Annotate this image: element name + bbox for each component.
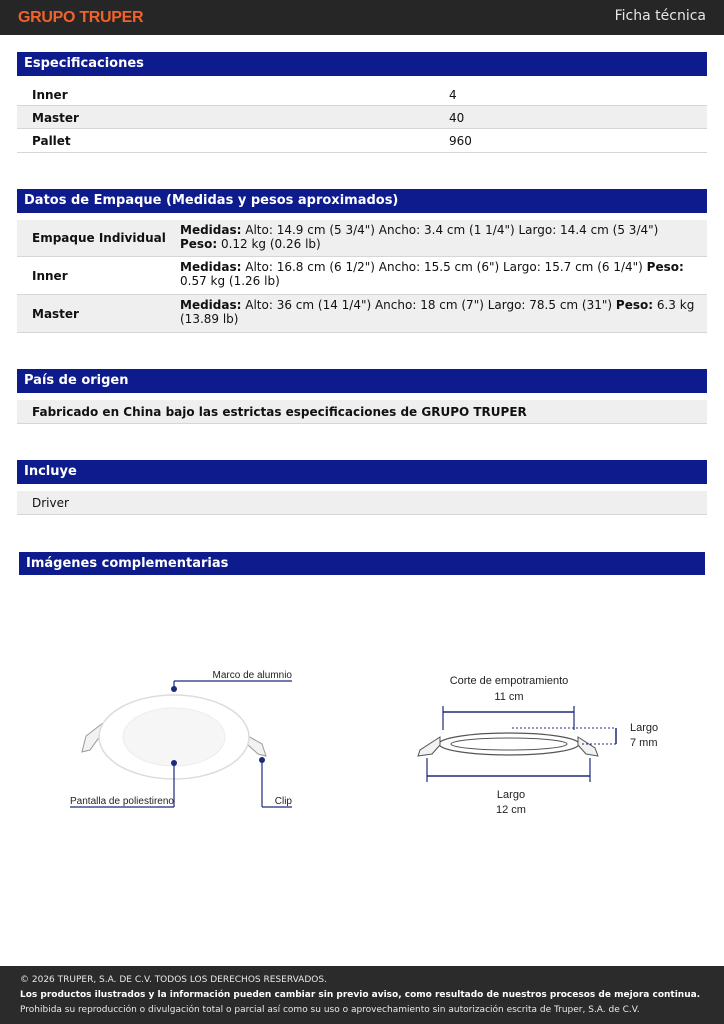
packaging-row-value xyxy=(180,298,695,326)
frame-label: Marco de alumnio xyxy=(212,670,292,681)
measures-value: Alto: 36 cm (14 1/4") Ancho: 18 cm (7") Largo: 78.5 cm (31") xyxy=(245,298,613,312)
packaging-row-value xyxy=(180,260,695,288)
packaging-header: Datos de Empaque (Medidas y pesos aproximados) xyxy=(17,189,707,213)
cutout-value: 11 cm xyxy=(494,691,524,703)
clip-label: Clip xyxy=(274,796,292,807)
height-value: 7 mm xyxy=(630,737,658,749)
footer-notice: Los productos ilustrados y la información pueden cambiar sin previo aviso, como resultado de nuestros procesos de mejora continua. xyxy=(20,990,701,1000)
origin-text: Fabricado en China bajo las estrictas especificaciones de GRUPO TRUPER xyxy=(32,405,527,419)
weight-value: 6.3 kg (13.89 lb) xyxy=(180,298,695,326)
top-bar xyxy=(0,0,724,35)
doc-type-label: Ficha técnica xyxy=(614,8,706,24)
specs-header: Especificaciones xyxy=(17,52,707,76)
specs-row xyxy=(17,83,707,106)
right-clip-shape xyxy=(247,736,266,756)
includes-row xyxy=(17,491,707,515)
packaging-row xyxy=(17,220,707,257)
product-diagrams xyxy=(0,640,724,840)
panel-perspective-illustration xyxy=(70,670,292,807)
packaging-row-value xyxy=(180,223,695,251)
measures-label: Medidas: xyxy=(180,260,242,274)
specs-row-label: Inner xyxy=(32,88,68,102)
measures-value: Alto: 16.8 cm (6 1/2") Ancho: 15.5 cm (6") Largo: 15.7 cm (6 1/4") xyxy=(245,260,643,274)
cutout-label: Corte de empotramiento xyxy=(449,675,569,687)
specs-row xyxy=(17,106,707,129)
measures-label: Medidas: xyxy=(180,223,242,237)
footer-prohibition: Prohibida su reproducción o divulgación total o parcial así como su uso o aprovechamiento sin autorización escrita de Truper, S.A. de C.V. xyxy=(20,1005,640,1015)
callout-dot xyxy=(171,686,177,692)
callout-dot xyxy=(171,760,177,766)
specs-row xyxy=(17,129,707,153)
packaging-row-label: Master xyxy=(32,306,79,321)
height-label: Largo xyxy=(630,722,659,734)
weight-value: 0.57 kg (1.26 lb) xyxy=(180,274,280,288)
length-label: Largo xyxy=(496,789,526,801)
specs-row-value: 4 xyxy=(449,88,457,102)
footer xyxy=(0,966,724,1024)
weight-label: Peso: xyxy=(180,237,218,251)
panel-inner-shape xyxy=(451,738,567,750)
packaging-row xyxy=(17,257,707,295)
footer-copyright: © 2026 TRUPER, S.A. DE C.V. TODOS LOS DERECHOS RESERVADOS. xyxy=(20,975,327,985)
brand-logo: GRUPO TRUPER xyxy=(18,9,144,26)
packaging-row xyxy=(17,295,707,333)
specs-row-value: 40 xyxy=(449,111,465,125)
specs-row-label: Master xyxy=(32,111,79,125)
diffuser-label: Pantalla de poliestireno xyxy=(70,796,174,807)
origin-row xyxy=(17,400,707,424)
includes-text: Driver xyxy=(32,496,69,510)
measures-label: Medidas: xyxy=(180,298,242,312)
packaging-row-label: Empaque Individual xyxy=(32,231,166,245)
panel-profile-illustration xyxy=(418,675,658,816)
specs-row-value: 960 xyxy=(449,134,472,148)
images-header: Imágenes complementarias xyxy=(19,552,705,575)
origin-header: País de origen xyxy=(17,369,707,393)
measures-value: Alto: 14.9 cm (5 3/4") Ancho: 3.4 cm (1 1/4") Largo: 14.4 cm (5 3/4") xyxy=(245,223,659,237)
length-value: 12 cm xyxy=(496,804,526,816)
includes-header: Incluye xyxy=(17,460,707,484)
specs-row-label: Pallet xyxy=(32,134,71,148)
packaging-row-label: Inner xyxy=(32,268,68,283)
weight-label: Peso: xyxy=(615,298,654,312)
weight-label: Peso: xyxy=(646,260,684,274)
diffuser-shape xyxy=(123,708,225,766)
weight-value: 0.12 kg (0.26 lb) xyxy=(220,237,321,251)
callout-dot xyxy=(259,757,265,763)
